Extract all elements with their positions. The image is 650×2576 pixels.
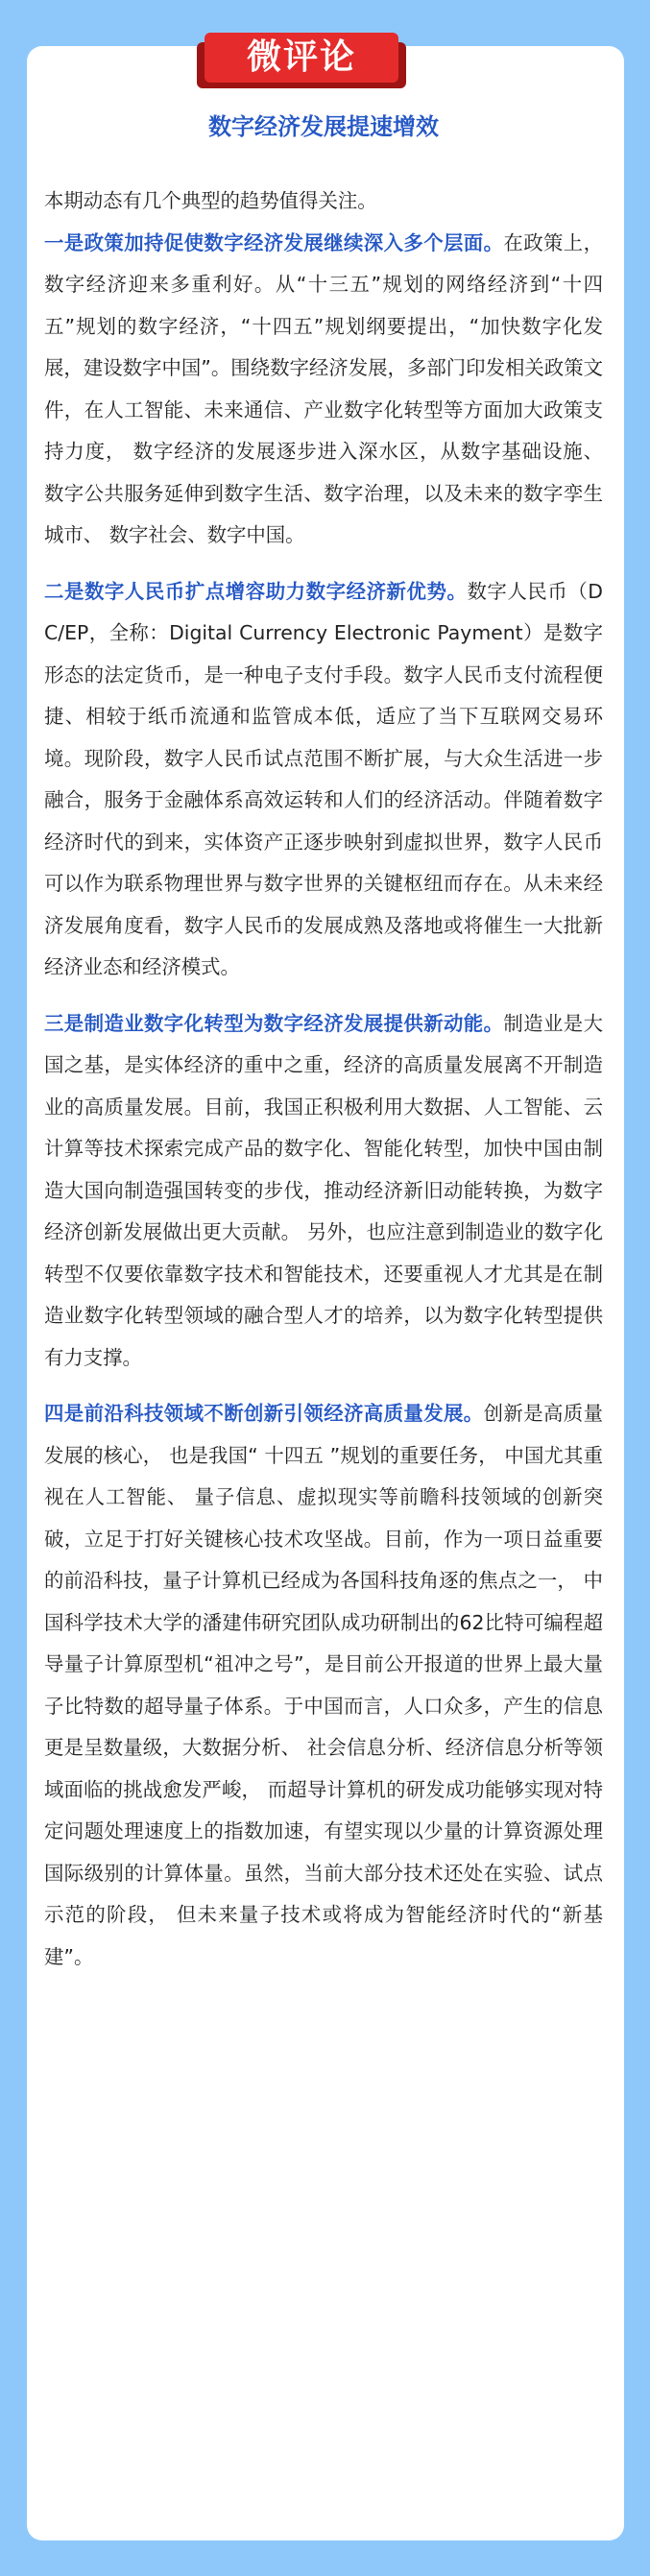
section-1-body: 在政策上， 数字经济迎来多重利好。从“十三五”规划的网络经济到“十四五”规划的数字经济，“十四五”规划纲要提出，“加快数字化发展，建设数字中国”。围绕数字经济发展，多部门印发相关政策文件，在人工智能、未来通信、产业数字化转型等方面加大政策支持力度， 数字经济的发展逐步进入深水区，从数字基础设施、 数字公共服务延伸到数字生活、数字治理，以及未来的数字孪生城市、 数字社会、数字中国。	[44, 230, 603, 546]
section-3-body: 制造业是大国之基，是实体经济的重中之重，经济的高质量发展离不开制造业的高质量发展。目前，我国正积极利用大数据、人工智能、云计算等技术探索完成产品的数字化、智能化转型，加快中国由制造大国向制造强国转变的步伐，推动经济新旧动能转换，为数字经济创新发展做出更大贡献。 另外，也应注意到制造业的数字化转型不仅要依靠数字技术和智能技术，还要重视人才尤其是在制造业数字化转型领域的融合型人才的培养，以为数字化转型提供有力支撑。	[44, 1011, 603, 1369]
section-1	[44, 223, 603, 557]
article-content	[44, 109, 603, 1978]
article-intro: 本期动态有几个典型的趋势值得关注。	[44, 189, 377, 212]
section-4-heading: 四是前沿科技领域不断创新引领经济高质量发展。	[44, 1402, 484, 1425]
article-title: 数字经济发展提速增效	[208, 113, 439, 140]
badge-banner	[205, 33, 398, 83]
badge-label: 微评论	[246, 37, 356, 77]
section-2	[44, 571, 603, 989]
section-3-heading: 三是制造业数字化转型为数字经济发展提供新动能。	[44, 1011, 504, 1035]
section-3	[44, 1003, 603, 1380]
section-4	[44, 1393, 603, 1978]
section-2-body: 数字人民币（DC/EP，全称：Digital Currency Electronic Payment）是数字形态的法定货币，是一种电子支付手段。数字人民币支付流程便捷、相较于纸币流通和监管成本低，适应了当下互联网交易环境。现阶段，数字人民币试点范围不断扩展，与大众生活进一步融合，服务于金融体系高效运转和人们的经济活动。伴随着数字经济时代的到来，实体资产正逐步映射到虚拟世界，数字人民币可以作为联系物理世界与数字世界的关键枢纽而存在。从未来经济发展角度看，数字人民币的发展成熟及落地或将催生一大批新经济业态和经济模式。	[44, 579, 603, 978]
section-1-heading: 一是政策加持促使数字经济发展继续深入多个层面。	[44, 230, 504, 254]
section-4-body: 创新是高质量发展的核心， 也是我国“ 十四五 ”规划的重要任务， 中国尤其重视在人工智能、 量子信息、虚拟现实等前瞻科技领域的创新突破，立足于打好关键核心技术攻坚战。目前，作为一项日益重要的前沿科技，量子计算机已经成为各国科技角逐的焦点之一， 中国科学技术大学的潘建伟研究团队成功研制出的62比特可编程超导量子计算原型机“祖冲之号”，是目前公开报道的世界上最大量子比特数的超导量子体系。于中国而言，人口众多，产生的信息更是呈数量级，大数据分析、 社会信息分析、经济信息分析等领域面临的挑战愈发严峻， 而超导计算机的研发成功能够实现对特定问题处理速度上的指数加速，有望实现以少量的计算资源处理国际级别的计算体量。虽然，当前大部分技术还处在实验、试点示范的阶段， 但未来量子技术或将成为智能经济时代的“新基建”。	[44, 1402, 604, 1968]
section-2-heading: 二是数字人民币扩点增容助力数字经济新优势。	[44, 579, 468, 603]
section-badge	[197, 31, 406, 88]
